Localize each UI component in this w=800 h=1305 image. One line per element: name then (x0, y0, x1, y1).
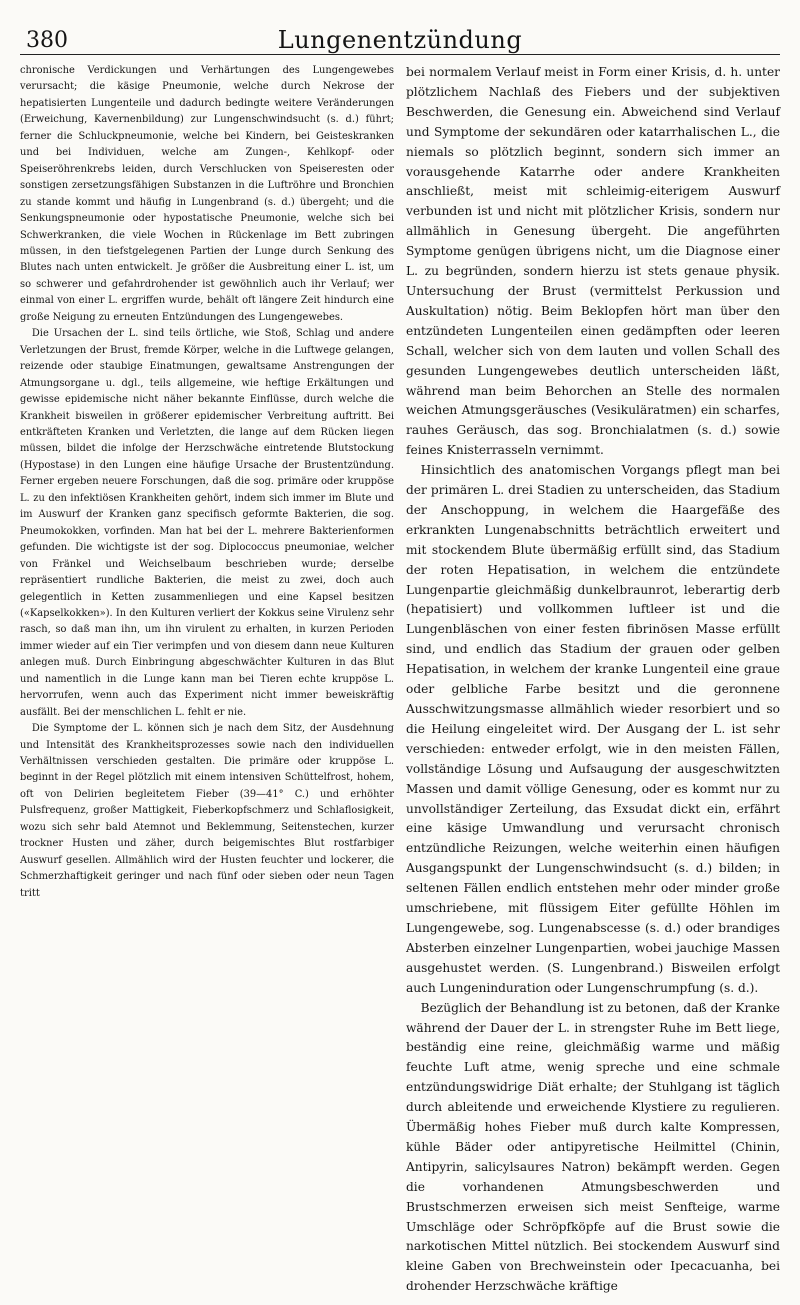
paragraph: Die Ursachen der L. sind teils örtliche, wie Stoß, Schlag und andere Verletzungen der Brust, fremde Körper, welche in die Luftwege gelangen, reizende oder staubige Einatmungen, gewaltsame Anstrengungen der Atmungsorgane u. dgl., teils allgemeine, wie heftige Erkältungen und gewisse epidemische nicht näher bekannte Einflüsse, durch welche die Krankheit bisweilen in größerer epidemischer Verbreitung auftritt. Bei entkräfteten Kranken und Verletzten, die lange auf dem Rücken liegen müssen, bildet die infolge der Herzschwäche eintretende Blutstockung (Hypostase) in den Lungen eine häufige Ursache der Brustentzündung. Ferner ergeben neuere Forschungen, daß die sog. primäre oder kruppöse L. zu den infektiösen Krankheiten gehört, indem sich immer im Blute und im Auswurf der Kranken ganz specifisch geformte Bakterien, die sog. Pneumokokken, vorfinden. Man hat bei der L. mehrere Bakterienformen gefunden. Die wichtigste ist der sog. Diplococcus pneumoniae, welcher von Fränkel und Weichselbaum beschrieben wurde; derselbe repräsentiert rundliche Bakterien, die meist zu zwei, doch auch gelegentlich in Ketten zusammenliegen und eine Kapsel besitzen («Kapselkokken»). In den Kulturen verliert der Kokkus seine Virulenz sehr rasch, so daß man ihn, um ihn virulent zu erhalten, in kurzen Perioden immer wieder auf ein Tier verimpfen und von diesem dann neue Kulturen anlegen muß. Durch Einbringung abgeschwächter Kulturen in das Blut und namentlich in die Lunge kann man bei Tieren echte kruppöse L. hervorrufen, wenn auch das Experiment nicht immer beweiskräftig ausfällt. Bei der menschlichen L. fehlt er nie. (20, 328, 395, 718)
paragraph: chronische Verdickungen und Verhärtungen des Lungengewebes verursacht; die käsige Pneumonie, welche durch Nekrose der hepatisierten Lungenteile und dadurch bedingte weitere Veränderungen (Erweichung, Kavernenbildung) zur Lungenschwindsucht (s. d.) führt; ferner die Schluckpneumonie, welche bei Kindern, bei Geisteskranken und bei Individuen, welche am Zungen-, Kehlkopf- oder Speiseröhrenkrebs leiden, durch Verschlucken von Speiseresten oder sonstigen zersetzungsfähigen Substanzen in die Luftröhre und Bronchien zu stande kommt und häufig in Lungenbrand (s. d.) übergeht; und die Senkungspneumonie oder hypostatische Pneumonie, welche sich bei Schwerkranken, die viele Wochen in Rückenlage im Bett zubringen müssen, in den tiefstgelegenen Partien der Lunge durch Senkung des Blutes nach unten entwickelt. Je größer die Ausbreitung einer L. ist, um so schwerer und gefahrdrohender ist gewöhnlich auch ihr Verlauf; wer einmal von einer L. ergriffen wurde, behält oft längere Zeit hindurch eine große Neigung zu erneuten Entzündungen des Lungengewebes. (20, 65, 394, 323)
left-column (20, 63, 394, 1297)
paragraph: Bezüglich der Behandlung ist zu betonen, daß der Kranke während der Dauer der L. in strengster Ruhe im Bett liege, beständig eine reine, gleichmäßig warme und mäßig feuchte Luft atme, wenig spreche und eine schmale entzündungswidrige Diät erhalte; der Stuhlgang ist täglich durch ableitende und erweichende Klystiere zu regulieren. Übermäßig hohes Fieber muß durch kalte Kompressen, kühle Bäder oder antipyretische Heilmittel (Chinin, Antipyrin, salicylsaures Natron) bekämpft werden. Gegen die vorhandenen Atmungsbeschwerden und Brustschmerzen erweisen sich meist Senfteige, warme Umschläge oder Schröpfköpfe auf die Brust sowie die narkotischen Mittel nützlich. Bei stockendem Auswurf sind kleine Gaben von Brechweinstein oder Ipecacuanha, bei drohender Herzschwäche kräftige (406, 1000, 780, 1294)
paragraph: bei normalem Verlauf meist in Form einer Krisis, d. h. unter plötzlichem Nachlaß des Fiebers und der subjektiven Beschwerden, die Genesung ein. Abweichend sind Verlauf und Symptome der sekundären oder katarrhalischen L., die niemals so plötzlich beginnt, sondern sich immer an vorausgehende Katarrhe oder andere Krankheiten anschließt, meist mit schleimig-eiterigem Auswurf verbunden ist und nicht mit plötzlicher Krisis, sondern nur allmählich in Genesung übergeht. Die angeführten Symptome genügen übrigens nicht, um die Diagnose einer L. zu begründen, sondern hierzu ist stets genaue physik. Untersuchung der Brust (vermittelst Perkussion und Auskultation) nötig. Beim Beklopfen hört man über den entzündeten Lungenteilen einen gedämpften oder leeren Schall, welcher sich von dem lauten und vollen Schall des gesunden Lungengewebes deutlich unterscheiden läßt, während man beim Behorchen an Stelle des normalen weichen Atmungsgeräusches (Vesikuläratmen) ein scharfes, rauhes Geräusch, das sog. Bronchialatmen (s. d.) sowie feines Knisterrasseln vernimmt. (406, 65, 780, 458)
running-head: Lungenentzündung (277, 26, 523, 54)
paragraph: Hinsichtlich des anatomischen Vorgangs pflegt man bei der primären L. drei Stadien zu unterscheiden, das Stadium der Anschoppung, in welchem die Haargefäße des erkrankten Lungenabschnitts beträchtlich erweitert und mit stockendem Blute übermäßig erfüllt sind, das Stadium der roten Hepatisation, in welchem die entzündete Lungenpartie gleichmäßig dunkelbraunrot, leberartig derb (hepatisiert) und vollkommen luftleer ist und die Lungenbläschen von einer festen fibrinösen Masse erfüllt sind, und endlich das Stadium der grauen oder gelben Hepatisation, in welchem der kranke Lungenteil eine graue oder gelbliche Farbe besitzt und die geronnene Ausschwitzungsmasse allmählich wieder resorbiert und so die Heilung eingeleitet wird. Der Ausgang der L. ist sehr verschieden: entweder erfolgt, wie in den meisten Fällen, vollständige Lösung und Aufsaugung der ausgeschwitzten Massen und damit völlige Genesung, oder es kommt nur zu unvollständiger Zerteilung, das Exsudat dickt ein, erfährt eine käsige Umwandlung und verursacht chronisch entzündliche Reizungen, welche weiterhin einen häufigen Ausgangspunkt der Lungenschwindsucht (s. d.) bilden; in seltenen Fällen endlich entstehen mehr oder minder große umschriebene, mit flüssigem Eiter gefüllte Höhlen im Lungengewebe, sog. Lungenabscesse (s. d.) oder brandiges Absterben einzelner Lungenpartien, wobei jauchige Massen ausgehustet werden. (S. Lungenbrand.) Bisweilen erfolgt auch Lungeninduration oder Lungenschrumpfung (s. d.). (406, 463, 780, 995)
page-header (20, 14, 780, 55)
right-column (406, 63, 780, 1297)
text-columns (20, 63, 780, 1297)
page-number: 380 (26, 28, 68, 53)
paragraph: Die Symptome der L. können sich je nach dem Sitz, der Ausdehnung und Intensität des Krankheitsprozesses sowie nach den individuellen Verhältnissen verschieden gestalten. Die primäre oder kruppöse L. beginnt in der Regel plötzlich mit einem intensiven Schüttelfrost, hohem, oft von Delirien begleitetem Fieber (39—41° C.) und erhöhter Pulsfrequenz, großer Mattigkeit, Fieberkopfschmerz und Schlaflosigkeit, wozu sich sehr bald Atemnot und Beklemmung, Seitenstechen, kurzer trockner Husten und zäher, durch beigemischtes Blut rostfarbiger Auswurf gesellen. Allmählich wird der Husten feuchter und lockerer, die Schmerzhaftigkeit geringer und nach fünf oder sieben oder neun Tagen tritt (20, 723, 394, 899)
